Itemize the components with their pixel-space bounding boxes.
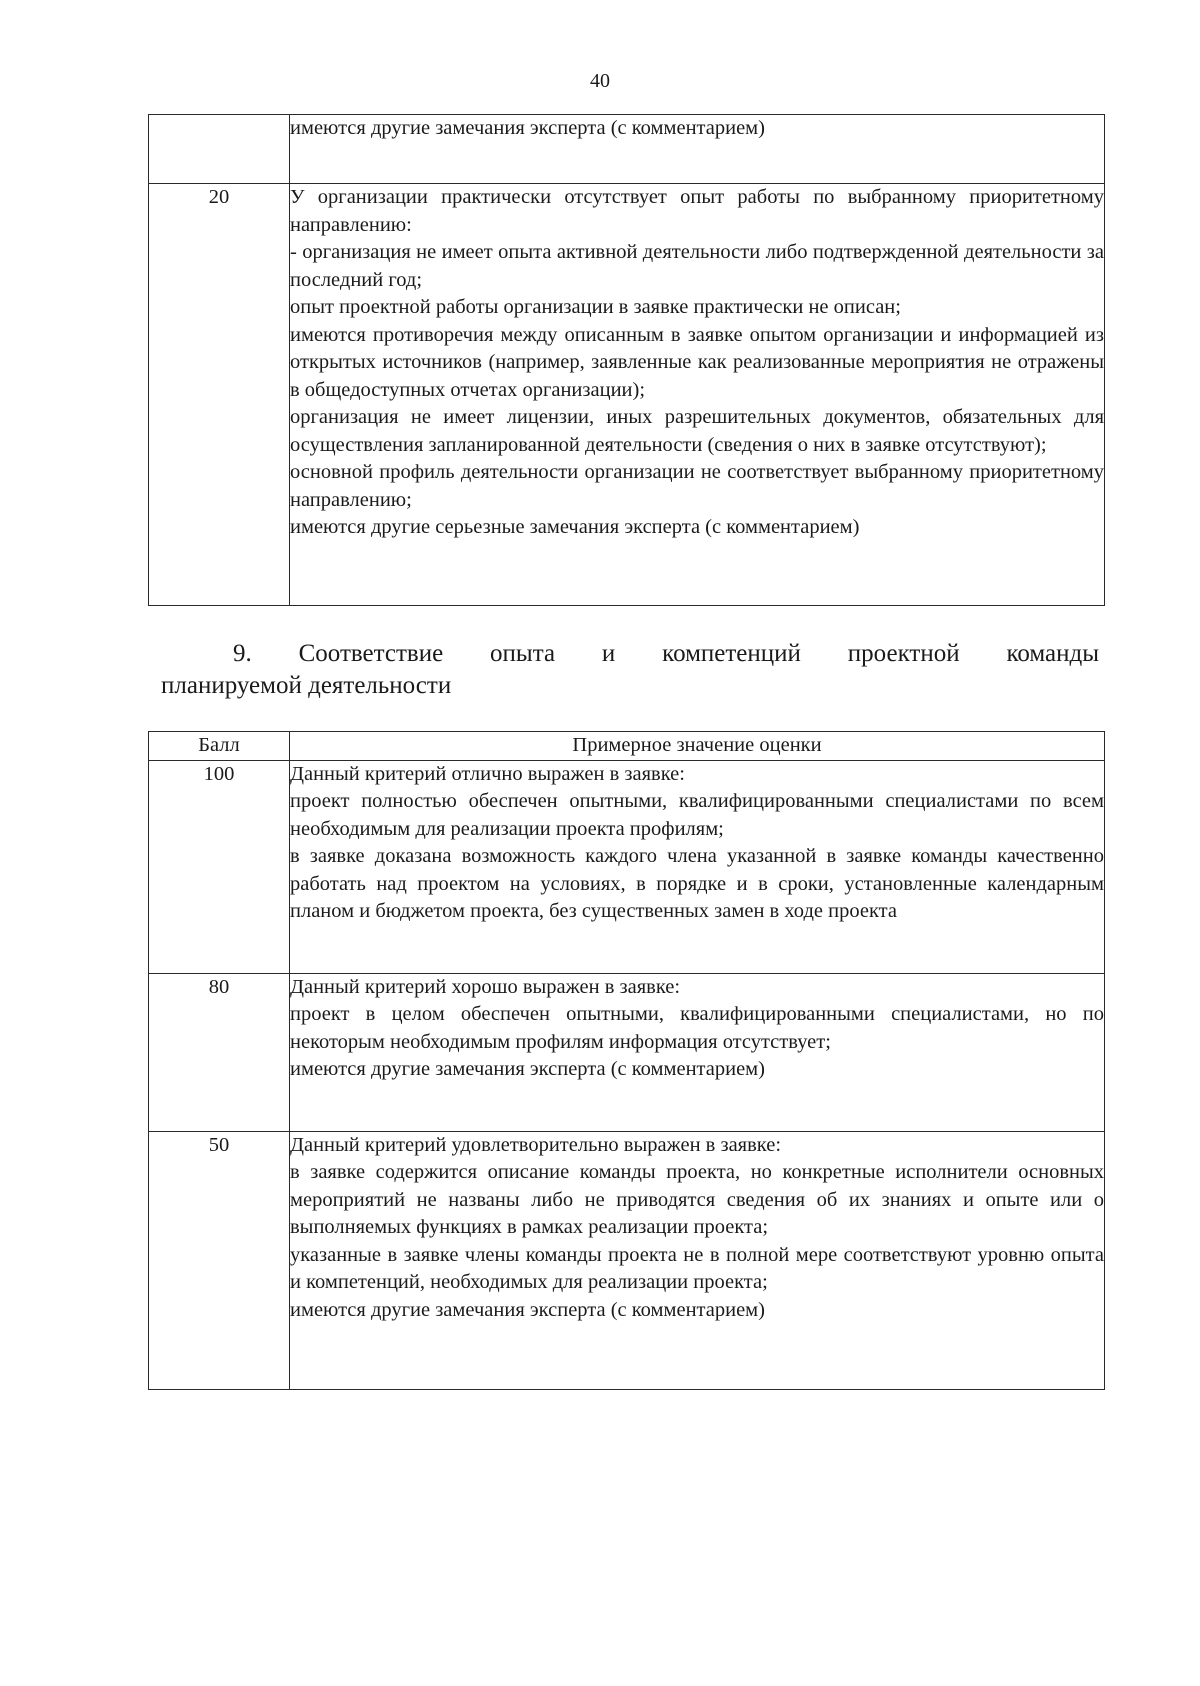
score-cell (149, 115, 290, 184)
table-row (149, 1131, 1105, 1389)
section-heading-line-1: 9. Соответствие опыта и компетенций проектной команды (233, 640, 1099, 667)
description-line: имеются другие замечания эксперта (с комментарием) (290, 117, 765, 139)
description-cell (290, 1131, 1105, 1389)
description-line: имеются другие замечания эксперта (с комментарием) (290, 1058, 765, 1080)
description-line: имеются противоречия между описанным в заявке опытом организации и информацией из открытых источников (например, заявленные как реализованные мероприятия не отражены в общедоступных отчетах организации); (290, 323, 1104, 401)
table-row (149, 760, 1105, 973)
description-line: в заявке доказана возможность каждого члена указанной в заявке команды качественно работать над проектом на условиях, в порядке и в сроки, установленные календарным планом и бюджетом проекта, без существенных замен в ходе проекта (290, 845, 1104, 922)
score-cell: 100 (149, 760, 290, 973)
description-line: опыт проектной работы организации в заявке практически не описан; (290, 296, 901, 318)
table-header-row (149, 732, 1105, 761)
description-line: проект в целом обеспечен опытными, квалифицированными специалистами, но по некоторым необходимым профилям информация отсутствует; (290, 1003, 1104, 1053)
description-cell (290, 184, 1105, 606)
criteria-table-continued (148, 114, 1105, 606)
description-cell (290, 115, 1105, 184)
description-line: в заявке содержится описание команды проекта, но конкретные исполнители основных мероприятий не названы либо не приводятся сведения об их знаниях и опыте или о выполняемых функциях в рамках реализации проекта; (290, 1161, 1104, 1238)
column-header-score: Балл (149, 732, 290, 761)
description-line: имеются другие замечания эксперта (с комментарием) (290, 1298, 765, 1321)
description-line: У организации практически отсутствует опыт работы по выбранному приоритетному направлению: (290, 186, 1104, 236)
section-heading (161, 638, 1099, 702)
description-line: имеются другие серьезные замечания эксперта (с комментарием) (290, 516, 860, 538)
description-line: указанные в заявке члены команды проекта не в полной мере соответствуют уровню опыта и компетенций, необходимых для реализации проекта; (290, 1243, 1104, 1293)
description-line: проект полностью обеспечен опытными, квалифицированными специалистами по всем необходимым для реализации проекта профилям; (290, 790, 1104, 840)
page-number: 40 (590, 70, 610, 92)
score-cell: 80 (149, 973, 290, 1131)
table-row (149, 115, 1105, 184)
table-row (149, 184, 1105, 606)
description-line: - организация не имеет опыта активной деятельности либо подтвержденной деятельности за последний год; (290, 241, 1104, 291)
score-cell: 50 (149, 1131, 290, 1389)
description-line: Данный критерий отлично выражен в заявке: (290, 762, 685, 785)
description-line: организация не имеет лицензии, иных разрешительных документов, обязательных для осуществления запланированной деятельности (сведения о них в заявке отсутствуют); (290, 406, 1104, 456)
column-header-description: Примерное значение оценки (290, 732, 1105, 761)
section-heading-line-2: планируемой деятельности (161, 672, 452, 699)
description-line: Данный критерий хорошо выражен в заявке: (290, 975, 681, 998)
score-cell: 20 (149, 184, 290, 606)
description-line: Данный критерий удовлетворительно выражен в заявке: (290, 1133, 782, 1156)
table-row (149, 973, 1105, 1131)
description-line: основной профиль деятельности организации не соответствует выбранному приоритетному направлению; (290, 461, 1104, 511)
description-cell (290, 973, 1105, 1131)
criteria-table (148, 731, 1105, 1390)
description-cell (290, 760, 1105, 973)
